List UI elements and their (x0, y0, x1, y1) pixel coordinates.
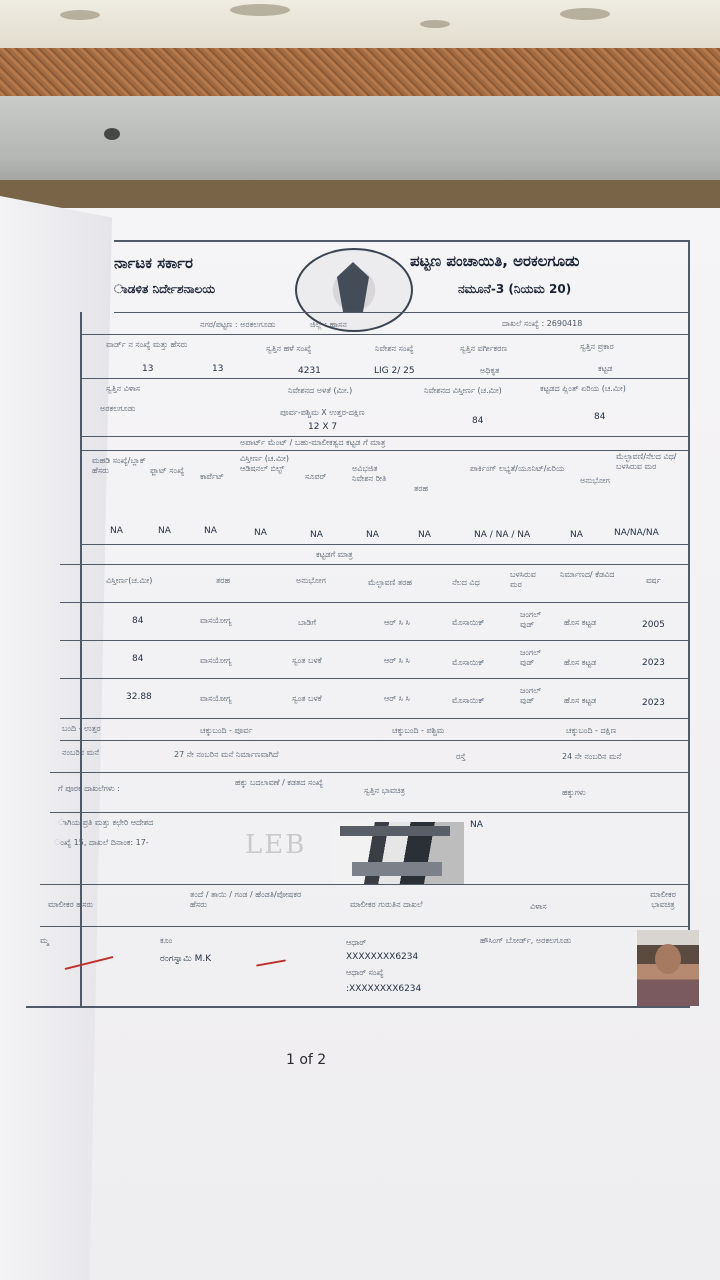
aadhaar-number-2: :XXXXXXXX6234 (346, 984, 422, 994)
bldg-cell-wood: ಜಂಗಲ್ ವುಡ್ (520, 610, 542, 629)
boundary-north-value: ನಂಬರಿನ ಮನೆ (62, 748, 99, 757)
bldg-cell-area: 84 (132, 616, 144, 626)
old-no-label: ಸ್ವತ್ತಿನ ಹಳೆ ಸಂಖ್ಯೆ (266, 344, 312, 353)
order-text: ಾಗಿಯ ಪ್ರತಿ ಮತ್ತು ಕಛೇರಿ ಆದೇಶದ (58, 818, 154, 827)
owner-address-label: ವಿಳಾಸ (530, 902, 547, 911)
supporting-docs-label: ಗೆ ಪೂರಕ ದಾಖಲೆಗಳು : (58, 784, 120, 793)
apt-header-floor: ಮಹಡಿ ಸಂಖ್ಯೆ/ಬ್ಲಾಕ್ ಹೆಸರು (92, 456, 146, 475)
bldg-cell-year: 2005 (642, 620, 665, 630)
owner-id-label: ಮಾಲೀಕರ ಗುರುತಿನ ದಾಖಲೆ (350, 900, 423, 909)
rights-value: NA (470, 820, 483, 830)
apt-header-area: ವಿಸ್ತೀರ್ಣ (ಚ.ಮೀ) ಆಡಿಷನಲ್ ಬಿಲ್ಟ್ (240, 454, 289, 473)
signature-mark (256, 959, 286, 966)
bldg-header-status: ನಿರ್ಮಾಣದ/ ಕೆಡವಿದ (560, 570, 615, 579)
bldg-header-roof: ಮೆಲ್ಛಾವಣಿ ತರಹ (368, 578, 412, 587)
district-label: ಜಿಲ್ಲೆ : ಹಾಸನ (310, 320, 347, 329)
page-number: 1 of 2 (286, 1052, 327, 1068)
boundary-west-label: ಚಕ್ಕುಬಂದಿ - ಪಶ್ಚಿಮ (392, 726, 445, 735)
address-value: ಅರಕಲಗೂಡು (100, 404, 136, 413)
panchayat-title: ಪಟ್ಟಣ ಪಂಚಾಯಿತಿ, ಅರಕಲಗೂಡು (410, 252, 580, 270)
site-no-label: ನಿವೇಶನ ಸಂಖ್ಯೆ (375, 344, 414, 353)
stamp-watermark: LEB (245, 830, 307, 860)
apt-header-super: ಸೂಪರ್ (305, 472, 327, 481)
parent-name: ರಂಗಸ್ವಾಮಿ M.K (160, 954, 212, 964)
boundary-east-label: ಚಕ್ಕುಬಂದಿ - ಪೂರ್ವ (200, 726, 253, 735)
bldg-cell-roof: ಆರ್ ಸಿ ಸಿ (384, 618, 410, 627)
bldg-cell-floor: ಮೊಸಾಯಿಕ್ (452, 618, 485, 627)
apt-value: NA (418, 530, 431, 540)
apt-value: NA (366, 530, 379, 540)
aadhaar-number: XXXXXXXX6234 (346, 952, 419, 962)
apt-value: NA (310, 530, 323, 540)
owner-address: ಹೌಸಿಂಗ್ ಬೋರ್ಡ್, ಅರಕಲಗೂಡು (480, 936, 572, 945)
apt-value: NA / NA / NA (474, 530, 531, 540)
apartment-section-title: ಅಪಾರ್ಟ್ ಮೆಂಟ್ / ಬಹು-ಮಾಲೀಕತ್ವದ ಕಟ್ಟಡ ಗೆ ಮಾತ್ರ (240, 438, 386, 447)
apt-header-roof: ಮೆಲ್ಛಾವಣಿ/ನೆಲದ ವಿಧ/ಬಳಸಿರುವ ಮರ (616, 452, 677, 471)
aadhaar-label: ಆಧಾರ್ (346, 938, 367, 947)
property-record-form (40, 240, 690, 1008)
owner-name: ಮ್ಮ (40, 936, 49, 945)
old-no-value: 4231 (298, 366, 321, 376)
boundary-west-value: ರಸ್ತೆ (456, 752, 466, 761)
apt-header-carpet: ಕಾರ್ಪೆಟ್ (200, 472, 224, 481)
rights-change-label: ಹಕ್ಕು ಬದಲಾವಣೆ / ಕಡತದ ಸಂಖ್ಯೆ (234, 778, 323, 787)
bldg-header-year: ವರ್ಷ (646, 576, 661, 585)
bldg-cell-area: 84 (132, 654, 144, 664)
govt-title: ರ್ನಾಟಕ ಸರ್ಕಾರ (114, 254, 193, 272)
property-photo-label: ಸ್ವತ್ತಿನ ಭಾವಚಿತ್ರ (364, 786, 405, 795)
site-area-label: ನಿವೇಶನದ ವಿಸ್ತೀರ್ಣ (ಚ.ಮೀ) (424, 386, 502, 395)
owner-photo (637, 930, 699, 1006)
bldg-cell-area: 32.88 (126, 692, 152, 702)
city-label: ನಗರ/ಪಟ್ಟಣ : ಅರಕಲಗೂಡು (200, 320, 276, 329)
bldg-cell-type: ವಾಸಯೋಗ್ಯ (200, 616, 232, 625)
bldg-cell-type: ವಾಸಯೋಗ್ಯ (200, 656, 232, 665)
site-dimensions: 12 X 7 (308, 422, 338, 432)
boundary-east-value: 27 ನೇ ನಂಬರಿನ ಮನೆ ನಿರ್ಮಾಣವಾಗಿದೆ (174, 750, 279, 759)
apt-header-type: ತರಹ (414, 484, 429, 493)
form-title: ನಮೂನೆ-3 (ನಿಯಮ 20) (458, 282, 572, 296)
address-label: ಸ್ವತ್ತಿನ ವಿಳಾಸ (106, 384, 141, 393)
entry-number: ದಾಖಲೆ ಸಂಖ್ಯೆ : 2690418 (502, 319, 583, 328)
bldg-cell-floor: ಮೊಸಾಯಿಕ್ (452, 658, 485, 667)
owner-photo-label: ಮಾಲೀಕರ ಭಾವಚಿತ್ರ (650, 890, 676, 909)
building-section-title: ಕಟ್ಟಡಗೆ ಮಾತ್ರ (316, 550, 353, 559)
boundary-south-value: 24 ನೇ ನಂಬರಿನ ಮನೆ (562, 752, 622, 761)
rights-label: ಹಕ್ಕುಗಳು (562, 788, 586, 797)
apt-value: NA/NA/NA (614, 528, 659, 538)
bldg-cell-use: ಸ್ವಂತ ಬಳಕೆ (292, 694, 322, 703)
metal-rail (0, 96, 720, 186)
bldg-cell-roof: ಆರ್ ಸಿ ಸಿ (384, 694, 410, 703)
site-area-value: 84 (472, 416, 484, 426)
bldg-header-use: ಅನುಭೋಗ (296, 576, 326, 585)
directorate-title: ಾಡಳಿತ ನಿರ್ದೇಶನಾಲಯ (114, 282, 216, 296)
bldg-header-wood: ಬಳಸಿರುವ ಮರ (510, 570, 536, 589)
plinth-value: 84 (594, 412, 606, 422)
apt-header-flat: ಫ್ಲಾಟ್ ಸಂಖ್ಯೆ (150, 466, 185, 475)
bldg-cell-roof: ಆರ್ ಸಿ ಸಿ (384, 656, 410, 665)
boundary-south-label: ಚಕ್ಕುಬಂದಿ - ದಕ್ಷಿಣ (566, 726, 617, 735)
bldg-header-floor: ನೆಲದ ವಿಧ (452, 578, 480, 587)
bldg-cell-wood: ಜಂಗಲ್ ವುಡ್ (520, 686, 542, 705)
bldg-cell-year: 2023 (642, 658, 665, 668)
apt-header-undivided: ಅವಿಭಜಿತ ನಿವೇಶನ ರೀತಿ (352, 464, 387, 483)
bldg-cell-type: ವಾಸಯೋಗ್ಯ (200, 694, 232, 703)
property-photo (332, 822, 464, 884)
bldg-cell-status: ಹೊಸ ಕಟ್ಟಡ (564, 696, 597, 705)
bldg-header-type: ತರಹ (216, 576, 231, 585)
plinth-label: ಕಟ್ಟಡದ ಪ್ಲಿಂತ್ ಏರಿಯ (ಚ.ಮೀ) (540, 384, 626, 393)
bldg-cell-status: ಹೊಸ ಕಟ್ಟಡ (564, 618, 597, 627)
bldg-cell-wood: ಜಂಗಲ್ ವುಡ್ (520, 648, 542, 667)
ward-name: 13 (212, 364, 224, 374)
relation-value: ಕೂಂ (160, 936, 173, 945)
aadhaar-label-2: ಆಧಾರ್ ಸಂಖ್ಯೆ (346, 968, 384, 977)
classification-label: ಸ್ವತ್ತಿನ ವರ್ಗೀಕರಣ (460, 344, 508, 353)
apt-value: NA (158, 526, 171, 536)
rail-hole (104, 128, 120, 140)
apt-value: NA (110, 526, 123, 536)
bldg-cell-use: ಸ್ವಂತ ಬಳಕೆ (292, 656, 322, 665)
apt-value: NA (254, 528, 267, 538)
site-no-value: LIG 2/ 25 (374, 366, 415, 376)
boundary-north-label: ಬಂದಿ - ಉತ್ತರ (62, 724, 101, 733)
apt-header-parking: ಪಾರ್ಕಿಂಗ್ ಲಭ್ಯತೆ/ಯೂನಿಟ್/ಏರಿಯ (470, 464, 565, 473)
type-label: ಸ್ವತ್ತಿನ ಪ್ರಕಾರ (580, 342, 614, 351)
owner-name-label: ಮಾಲೀಕರ ಹೆಸರು (48, 900, 94, 909)
order-number: ಂಖ್ಯೆ 15, ದಾಖಲೆ ದಿನಾಂಕ: 17- (54, 838, 149, 847)
classification-value: ಅಧಿಕೃತ (480, 366, 500, 375)
type-value: ಕಟ್ಟಡ (598, 364, 613, 373)
bldg-cell-use: ಬಾಡಿಗೆ (298, 618, 316, 627)
ward-number: 13 (142, 364, 154, 374)
bldg-header-area: ವಿಸ್ತೀರ್ಣ(ಚ.ಮೀ) (106, 576, 153, 585)
apt-value: NA (570, 530, 583, 540)
bldg-cell-status: ಹೊಸ ಕಟ್ಟಡ (564, 658, 597, 667)
apt-value: NA (204, 526, 217, 536)
site-size-label: ನಿವೇಶನದ ಅಳತೆ (ಮೀ.) (288, 386, 353, 395)
site-direction: ಪೂರ್ವ-ಪಶ್ಚಿಮ X ಉತ್ತರ-ದಕ್ಷಿಣ (280, 408, 365, 417)
signature-mark (65, 956, 114, 970)
parent-name-label: ತಂದೆ / ತಾಯಿ / ಗಂಡ / ಹೆಂಡತಿ/ಪೋಷಕರ ಹೆಸರು (190, 890, 302, 909)
apt-header-usage: ಅನುಭೋಗ (580, 476, 610, 485)
bldg-cell-floor: ಮೊಸಾಯಿಕ್ (452, 696, 485, 705)
ward-label: ವಾರ್ಡ್ ನ ಸಂಖ್ಯೆ ಮತ್ತು ಹೆಸರು (106, 340, 188, 349)
bldg-cell-year: 2023 (642, 698, 665, 708)
